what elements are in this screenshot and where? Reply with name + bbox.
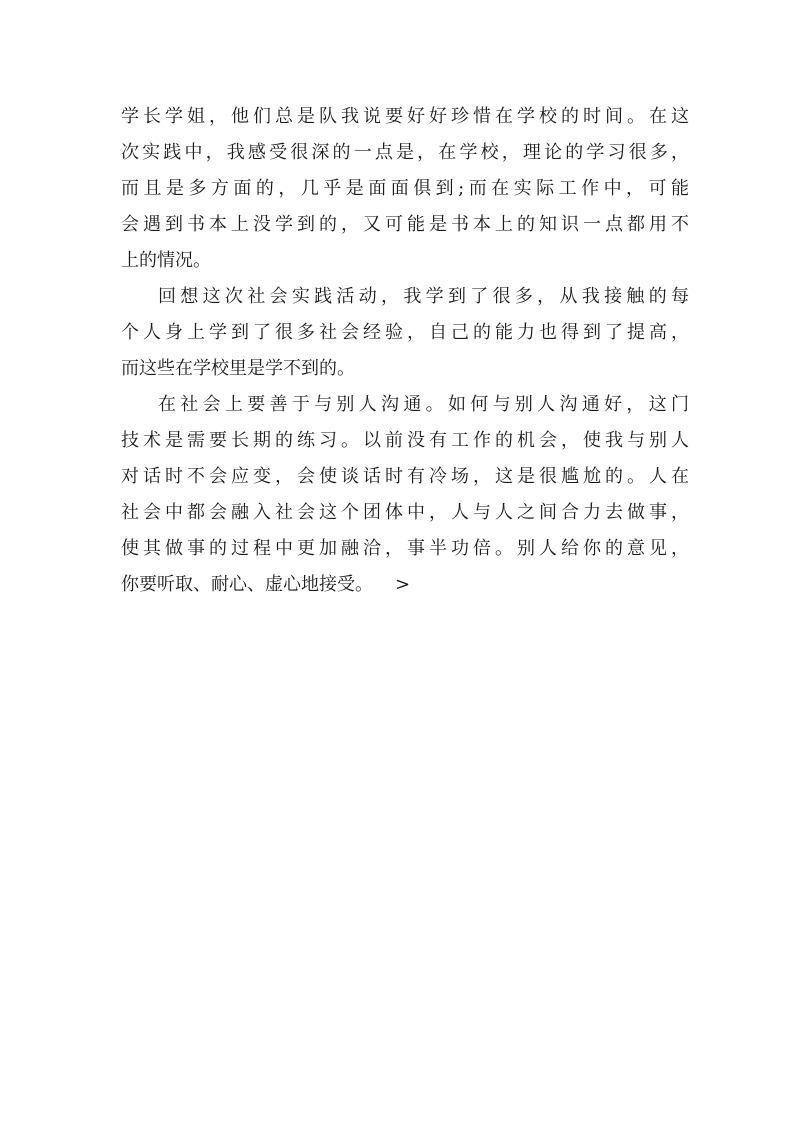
paragraph-line-text: 你要听取、耐心、虚心地接受。: [121, 574, 373, 595]
paragraph-line: 技术是需要长期的练习。以前没有工作的机会，使我与别人: [121, 430, 689, 451]
paragraph-line: 使其做事的过程中更加融洽，事半功倍。别人给你的意见，: [121, 538, 689, 559]
paragraph-line: 而这些在学校里是学不到的。: [121, 358, 355, 379]
paragraph-2: [121, 279, 689, 387]
paragraph-line: 回想这次社会实践活动，我学到了很多，从我接触的每: [158, 286, 689, 307]
paragraph-line: 个人身上学到了很多社会经验，自己的能力也得到了提高，: [121, 322, 689, 343]
document-body: [121, 99, 689, 603]
paragraph-1: [121, 99, 689, 279]
paragraph-last-line: [121, 567, 689, 603]
end-marker: >: [395, 574, 411, 595]
paragraph-line: 次实践中，我感受很深的一点是，在学校，理论的学习很多，: [121, 142, 689, 163]
paragraph-line: 对话时不会应变，会使谈话时有冷场，这是很尴尬的。人在: [121, 466, 689, 487]
paragraph-line: 会遇到书本上没学到的，又可能是书本上的知识一点都用不: [121, 214, 689, 235]
paragraph-line: 社会中都会融入社会这个团体中，人与人之间合力去做事，: [121, 502, 689, 523]
paragraph-line: 上的情况。: [121, 250, 211, 271]
paragraph-line: 在社会上要善于与别人沟通。如何与别人沟通好，这门: [158, 394, 689, 415]
paragraph-line: 而且是多方面的，几乎是面面俱到;而在实际工作中，可能: [121, 178, 689, 199]
paragraph-3: [121, 387, 689, 603]
paragraph-line: 学长学姐，他们总是队我说要好好珍惜在学校的时间。在这: [121, 106, 689, 127]
